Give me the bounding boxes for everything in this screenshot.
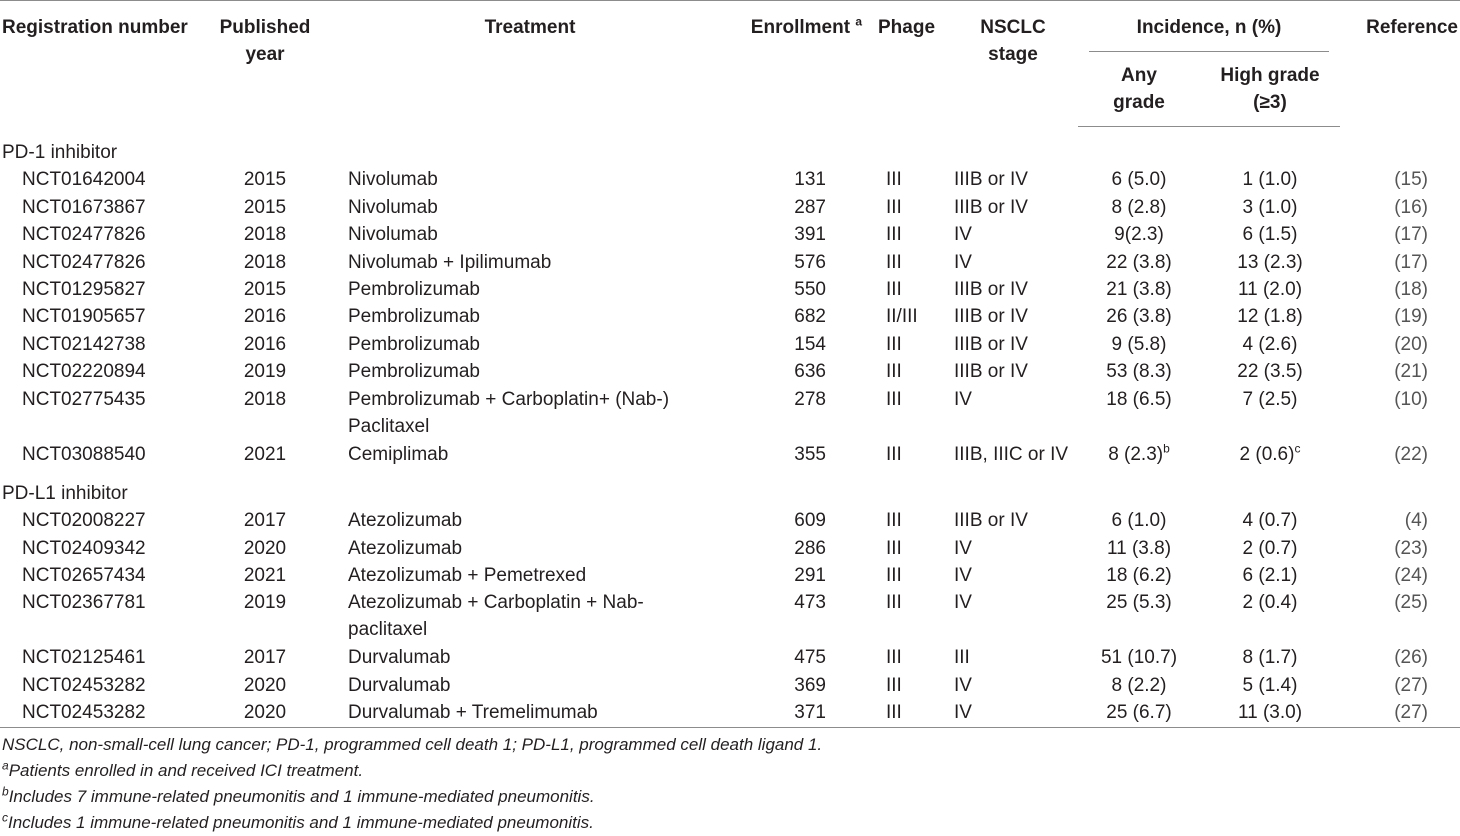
cell-enrollment: 286 — [794, 537, 826, 559]
cell-reference: (15) — [1394, 169, 1428, 191]
cell-any-grade-value: 18 (6.5) — [1106, 388, 1172, 410]
cell-enrollment: 278 — [794, 388, 826, 410]
cell-stage: IIIB or IV — [954, 333, 1028, 355]
cell-reference: (27) — [1394, 674, 1428, 696]
table-row — [0, 221, 1460, 248]
group-row — [0, 468, 1460, 507]
cell-year: 2016 — [243, 306, 287, 328]
cell-any-grade-value: 21 (3.8) — [1106, 278, 1172, 300]
cell-treatment: Nivolumab — [348, 224, 438, 246]
cell-enrollment: 473 — [794, 592, 826, 614]
cell-high-grade-value: 5 (1.4) — [1242, 674, 1298, 696]
cell-enrollment: 131 — [794, 169, 826, 191]
footnote-abbrev: NSCLC, non-small-cell lung cancer; PD-1, programmed cell death 1; PD-L1, programmed cell death ligand 1. — [2, 734, 823, 754]
cell-enrollment: 609 — [794, 510, 826, 532]
cell-any-grade-value: 8 (2.3) — [1108, 443, 1164, 465]
cell-stage: IIIB or IV — [954, 361, 1028, 383]
cell-phage: III — [886, 674, 902, 696]
cell-phage: III — [886, 388, 902, 410]
footnote-a — [2, 758, 1460, 784]
cell-high-grade-value: 2 (0.6) — [1239, 443, 1295, 465]
cell-enrollment: 391 — [794, 224, 826, 246]
cell-any-grade — [1078, 358, 1200, 385]
cell-phage: III — [886, 278, 902, 300]
cell-registration: NCT02142738 — [22, 333, 146, 355]
cell-enrollment: 371 — [730, 699, 870, 727]
cell-phage: III — [886, 647, 902, 669]
cell-reference: (22) — [1394, 443, 1428, 465]
cell-stage: IIIB or IV — [954, 278, 1028, 300]
cell-high-grade-value: 12 (1.8) — [1237, 306, 1303, 328]
cell-any-grade-value: 8 (2.8) — [1111, 196, 1167, 218]
cell-any-grade — [1078, 644, 1200, 671]
cell-phage: III — [886, 251, 902, 273]
cell-year: 2015 — [243, 196, 287, 218]
cell-stage: IV — [954, 674, 972, 696]
cell-high-grade-value: 2 (0.4) — [1242, 592, 1298, 614]
header-incidence-label: Incidence, n (%) — [1089, 14, 1329, 52]
cell-registration: NCT02775435 — [22, 388, 146, 410]
table-row — [0, 672, 1460, 699]
cell-stage: IV — [954, 388, 972, 410]
header-high-grade-label: High grade (≥3) — [1220, 65, 1320, 113]
cell-any-grade-value: 8 (2.2) — [1111, 674, 1167, 696]
cell-reference: (16) — [1394, 196, 1428, 218]
cell-any-grade-value: 9(2.3) — [1114, 224, 1164, 246]
cell-stage: IV — [954, 592, 972, 614]
cell-treatment: Pembrolizumab — [348, 306, 480, 328]
header-registration: Registration number — [2, 17, 188, 38]
cell-high-grade-value: 6 (2.1) — [1242, 565, 1298, 587]
table-row — [0, 386, 1460, 441]
cell-year: 2017 — [243, 510, 287, 532]
cell-any-grade — [1078, 441, 1200, 468]
group-row — [0, 127, 1460, 167]
cell-treatment: Nivolumab — [348, 169, 438, 191]
table-row — [0, 535, 1460, 562]
cell-reference: (27) — [1340, 699, 1460, 727]
group-label: PD-1 inhibitor — [2, 142, 118, 163]
cell-reference: (21) — [1394, 361, 1428, 383]
cell-high-grade-value: 7 (2.5) — [1242, 388, 1298, 410]
table-header — [0, 1, 1460, 127]
cell-treatment: Durvalumab — [348, 647, 451, 669]
table-row — [0, 166, 1460, 193]
group-label: PD-L1 inhibitor — [2, 482, 128, 504]
footnote-c — [2, 810, 1460, 836]
cell-reference: (24) — [1394, 565, 1428, 587]
cell-high-grade-value: 3 (1.0) — [1242, 196, 1298, 218]
cell-high-grade-value: 1 (1.0) — [1242, 169, 1298, 191]
cell-treatment: Pembrolizumab + Carboplatin+ (Nab-) Paclitaxel — [348, 388, 670, 437]
cell-enrollment: 287 — [794, 196, 826, 218]
cell-high-grade-value: 11 (3.0) — [1237, 702, 1303, 724]
cell-phage: III — [870, 699, 948, 727]
cell-enrollment: 550 — [794, 278, 826, 300]
cell-any-grade-value: 18 (6.2) — [1106, 565, 1172, 587]
cell-reference: (17) — [1394, 251, 1428, 273]
cell-reference: (23) — [1394, 537, 1428, 559]
cell-year: 2016 — [243, 333, 287, 355]
cell-reference: (26) — [1394, 647, 1428, 669]
cell-high-grade — [1200, 358, 1340, 385]
cell-phage: III — [886, 510, 902, 532]
table-row — [0, 276, 1460, 303]
cell-any-grade — [1078, 249, 1200, 276]
cell-high-grade — [1200, 249, 1340, 276]
table-row — [0, 644, 1460, 671]
header-enrollment-sup: a — [855, 14, 862, 29]
table-row — [0, 249, 1460, 276]
cell-high-grade-value: 4 (0.7) — [1242, 510, 1298, 532]
cell-any-grade-value: 22 (3.8) — [1106, 251, 1172, 273]
cell-year: 2018 — [243, 251, 287, 273]
cell-stage: IV — [954, 537, 972, 559]
cell-high-grade-sup: c — [1294, 441, 1301, 456]
cell-year: 2020 — [243, 674, 287, 696]
cell-registration: NCT03088540 — [22, 443, 146, 465]
table-row — [0, 331, 1460, 358]
cell-reference: (19) — [1394, 306, 1428, 328]
cell-stage: IIIB or IV — [954, 510, 1028, 532]
cell-any-grade-value: 9 (5.8) — [1111, 333, 1167, 355]
cell-any-grade — [1078, 331, 1200, 358]
cell-any-grade — [1078, 194, 1200, 221]
table-row — [0, 699, 1460, 727]
cell-registration: NCT02367781 — [22, 592, 146, 614]
cell-registration: NCT02008227 — [22, 510, 146, 532]
cell-phage: III — [886, 565, 902, 587]
cell-registration: NCT02453282 — [0, 699, 200, 727]
cell-any-grade — [1078, 672, 1200, 699]
cell-year: 2021 — [243, 443, 287, 465]
cell-any-grade-value: 25 (5.3) — [1106, 592, 1172, 614]
cell-treatment: Pembrolizumab — [348, 278, 480, 300]
cell-any-grade-value: 26 (3.8) — [1106, 306, 1172, 328]
cell-treatment: Pembrolizumab — [348, 361, 480, 383]
cell-registration: NCT01642004 — [22, 169, 146, 191]
cell-phage: III — [886, 537, 902, 559]
cell-reference: (10) — [1394, 388, 1428, 410]
cell-year: 2019 — [243, 361, 287, 383]
cell-high-grade-value: 4 (2.6) — [1242, 333, 1298, 355]
cell-any-grade — [1078, 535, 1200, 562]
cell-enrollment: 576 — [794, 251, 826, 273]
footnote-b-text: Includes 7 immune-related pneumonitis and 1 immune-mediated pneumonitis. — [8, 786, 595, 806]
cell-year: 2021 — [243, 565, 287, 587]
cell-stage: IV — [948, 699, 1078, 727]
cell-year: 2019 — [243, 592, 287, 614]
table-row — [0, 562, 1460, 589]
header-enrollment-label: Enrollment — [750, 17, 851, 38]
cell-registration: NCT01295827 — [22, 278, 146, 300]
cell-high-grade — [1200, 672, 1340, 699]
footnote-b — [2, 784, 1460, 810]
cell-year: 2020 — [200, 699, 330, 727]
footnote-c-mark: c — [2, 809, 8, 824]
cell-high-grade-value: 6 (1.5) — [1242, 224, 1298, 246]
table-row — [0, 507, 1460, 534]
cell-registration: NCT02657434 — [22, 565, 146, 587]
cell-stage: IIIB, IIIC or IV — [954, 443, 1069, 465]
table-body — [0, 127, 1460, 728]
cell-high-grade — [1200, 507, 1340, 534]
cell-enrollment: 682 — [794, 306, 826, 328]
cell-year: 2017 — [243, 647, 287, 669]
cell-high-grade-value: 8 (1.7) — [1242, 647, 1298, 669]
cell-phage: III — [886, 592, 902, 614]
cell-high-grade-value: 11 (2.0) — [1237, 278, 1303, 300]
cell-treatment: Atezolizumab — [348, 537, 463, 559]
cell-enrollment: 475 — [794, 647, 826, 669]
cell-year: 2018 — [243, 388, 287, 410]
cell-stage: IV — [954, 224, 972, 246]
table-row — [0, 358, 1460, 385]
cell-any-grade-value: 11 (3.8) — [1106, 537, 1172, 559]
cell-phage: III — [886, 196, 902, 218]
footnote-c-text: Includes 1 immune-related pneumonitis and 1 immune-mediated pneumonitis. — [8, 812, 594, 832]
cell-stage: IIIB or IV — [954, 196, 1028, 218]
cell-any-grade — [1078, 221, 1200, 248]
cell-phage: III — [886, 333, 902, 355]
cell-reference: (17) — [1394, 224, 1428, 246]
cell-any-grade-value: 6 (1.0) — [1111, 510, 1167, 532]
cell-high-grade — [1200, 535, 1340, 562]
cell-enrollment: 154 — [794, 333, 826, 355]
cell-enrollment: 355 — [794, 443, 826, 465]
cell-high-grade — [1200, 194, 1340, 221]
cell-high-grade — [1200, 644, 1340, 671]
cell-year: 2015 — [243, 278, 287, 300]
cell-treatment: Atezolizumab — [348, 510, 463, 532]
cell-stage: III — [954, 647, 970, 669]
cell-registration: NCT02220894 — [22, 361, 146, 383]
cell-registration: NCT02477826 — [22, 251, 146, 273]
cell-any-grade-sup: b — [1163, 441, 1170, 456]
cell-high-grade — [1200, 331, 1340, 358]
cell-reference: (25) — [1394, 592, 1428, 614]
cell-registration: NCT02477826 — [22, 224, 146, 246]
cell-high-grade — [1200, 699, 1340, 727]
cell-enrollment: 369 — [794, 674, 826, 696]
cell-phage: III — [886, 169, 902, 191]
cell-high-grade-value: 2 (0.7) — [1242, 537, 1298, 559]
footnote-a-mark: a — [2, 757, 9, 772]
cell-treatment: Durvalumab — [348, 674, 451, 696]
cell-high-grade — [1200, 386, 1340, 441]
cell-registration: NCT02409342 — [22, 537, 146, 559]
header-any-grade — [1078, 62, 1200, 127]
cell-year: 2018 — [243, 224, 287, 246]
cell-treatment: Pembrolizumab — [348, 333, 480, 355]
cell-high-grade-value: 22 (3.5) — [1237, 361, 1303, 383]
table-row — [0, 589, 1460, 644]
cell-any-grade — [1078, 276, 1200, 303]
cell-any-grade-value: 51 (10.7) — [1100, 647, 1178, 669]
cell-stage: IIIB or IV — [954, 169, 1028, 191]
cell-treatment: Nivolumab + Ipilimumab — [348, 251, 552, 273]
header-treatment: Treatment — [484, 17, 576, 38]
cell-reference: (4) — [1404, 510, 1428, 532]
header-high-grade — [1200, 62, 1340, 127]
cell-enrollment: 636 — [794, 361, 826, 383]
cell-any-grade — [1078, 507, 1200, 534]
cell-enrollment: 291 — [794, 565, 826, 587]
header-stage-label: NSCLC stage — [980, 17, 1046, 65]
cell-stage: IV — [954, 251, 972, 273]
header-enrollment — [730, 1, 870, 127]
cell-reference: (18) — [1394, 278, 1428, 300]
cell-registration: NCT02453282 — [22, 674, 146, 696]
cell-treatment: Atezolizumab + Pemetrexed — [348, 565, 587, 587]
cell-high-grade — [1200, 441, 1340, 468]
cell-any-grade — [1078, 303, 1200, 330]
cell-registration: NCT01673867 — [22, 196, 146, 218]
header-stage — [948, 1, 1078, 127]
cell-high-grade — [1200, 276, 1340, 303]
cell-high-grade — [1200, 221, 1340, 248]
cell-phage: III — [886, 361, 902, 383]
cell-any-grade — [1078, 166, 1200, 193]
cell-reference: (20) — [1394, 333, 1428, 355]
header-phage: Phage — [878, 17, 936, 38]
cell-any-grade — [1078, 699, 1200, 727]
cell-any-grade — [1078, 562, 1200, 589]
cell-high-grade — [1200, 166, 1340, 193]
header-incidence — [1078, 1, 1340, 63]
cell-year: 2015 — [243, 169, 287, 191]
cell-treatment: Cemiplimab — [348, 443, 449, 465]
cell-high-grade — [1200, 562, 1340, 589]
cell-any-grade — [1078, 386, 1200, 441]
cell-treatment: Atezolizumab + Carboplatin + Nab-paclitaxel — [348, 592, 644, 641]
header-year — [200, 1, 330, 127]
table-row — [0, 441, 1460, 468]
cell-stage: IV — [954, 565, 972, 587]
cell-any-grade-value: 6 (5.0) — [1111, 169, 1167, 191]
header-year-label: Published year — [219, 17, 311, 65]
footnote-b-mark: b — [2, 783, 9, 798]
cell-treatment: Nivolumab — [348, 196, 438, 218]
cell-any-grade-value: 53 (8.3) — [1106, 361, 1172, 383]
cell-year: 2020 — [243, 537, 287, 559]
cell-high-grade — [1200, 303, 1340, 330]
cell-high-grade — [1200, 589, 1340, 644]
cell-phage: III — [886, 443, 902, 465]
cell-phage: III — [886, 224, 902, 246]
cell-registration: NCT01905657 — [22, 306, 146, 328]
footnotes — [0, 732, 1460, 836]
footnote-a-text: Patients enrolled in and received ICI treatment. — [8, 760, 364, 780]
cell-phage: II/III — [886, 306, 918, 328]
cell-any-grade-value: 25 (6.7) — [1106, 702, 1172, 724]
cell-treatment: Durvalumab + Tremelimumab — [330, 699, 730, 727]
table-row — [0, 303, 1460, 330]
cell-stage: IIIB or IV — [954, 306, 1028, 328]
cell-any-grade — [1078, 589, 1200, 644]
header-any-grade-label: Any grade — [1113, 65, 1165, 113]
cell-high-grade-value: 13 (2.3) — [1237, 251, 1303, 273]
table-row — [0, 194, 1460, 221]
cell-registration: NCT02125461 — [22, 647, 146, 669]
header-reference: Reference — [1366, 17, 1458, 38]
